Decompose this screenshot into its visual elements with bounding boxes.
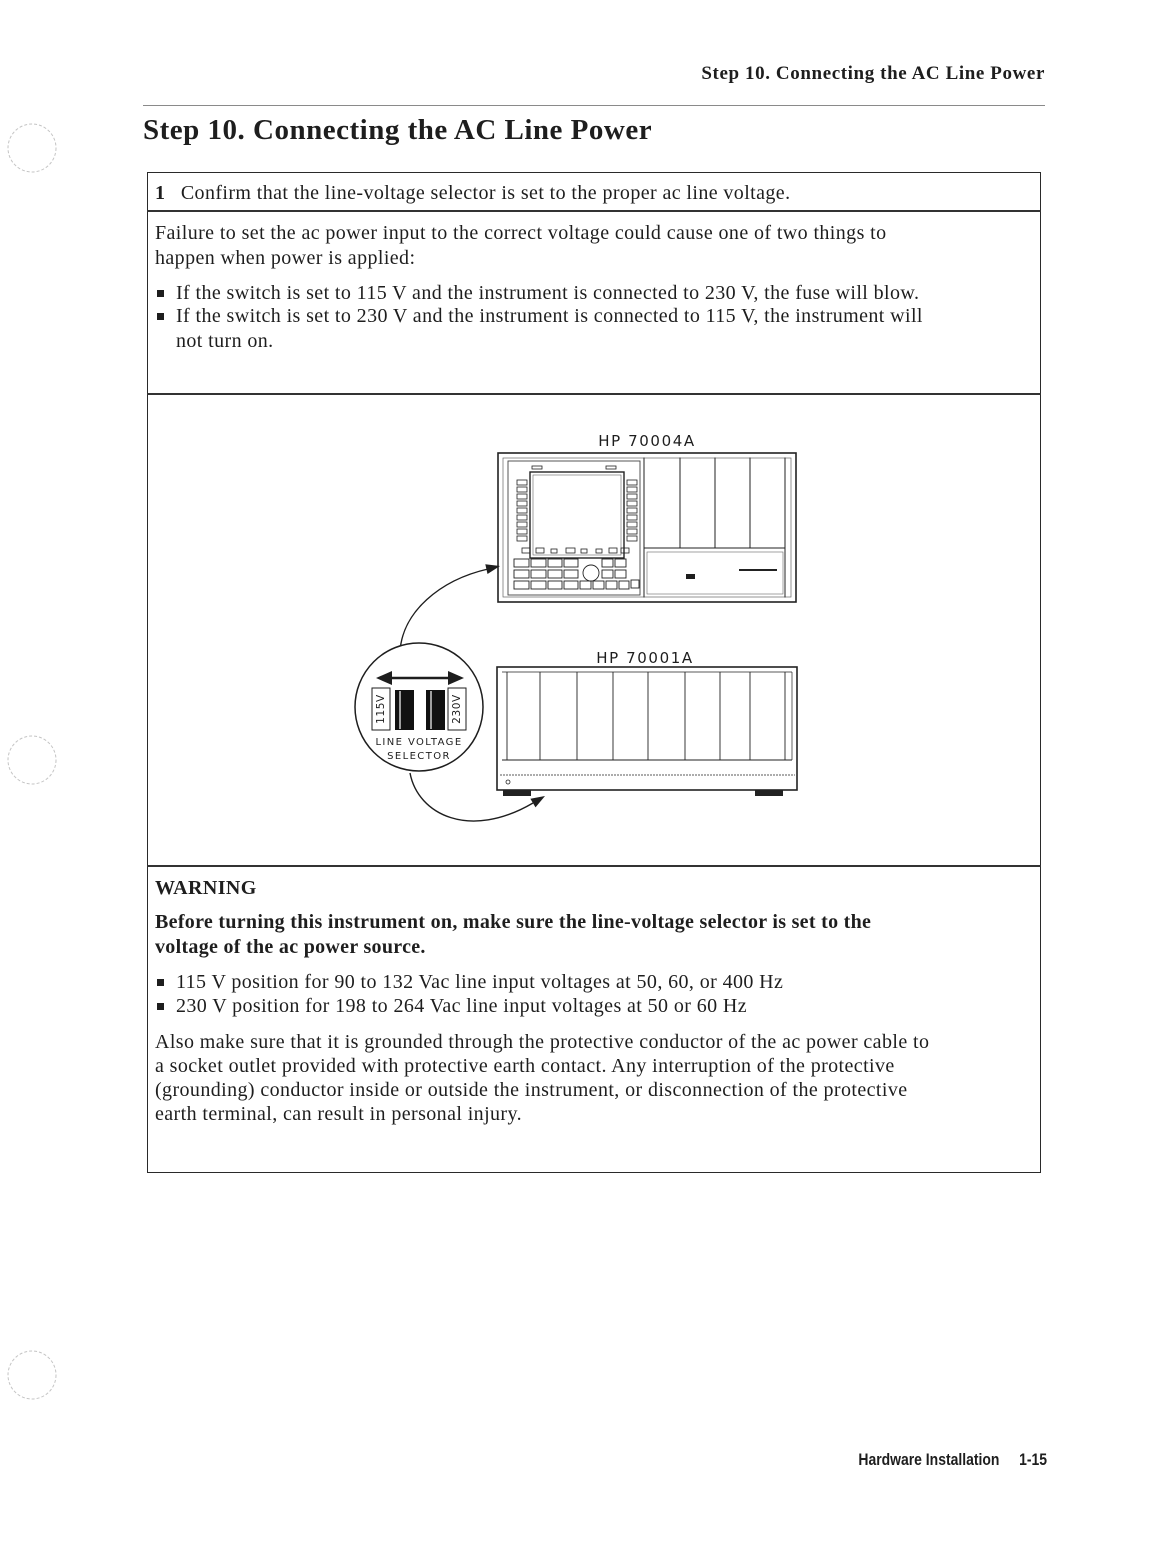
key bbox=[548, 570, 562, 578]
softkey bbox=[627, 480, 637, 485]
selector-switch-block bbox=[426, 690, 445, 730]
mainframe-foot bbox=[503, 790, 531, 796]
key bbox=[531, 570, 546, 578]
step-divider bbox=[147, 210, 1041, 212]
mainframe-outer-frame bbox=[497, 667, 797, 790]
softkey bbox=[627, 515, 637, 520]
step-text: Confirm that the line-voltage selector is set to the proper ac line voltage. bbox=[180, 182, 791, 204]
softkey bbox=[517, 515, 527, 520]
bullet-line: not turn on. bbox=[176, 330, 274, 352]
display-screen bbox=[530, 472, 624, 558]
intro-line: Failure to set the ac power input to the correct voltage could cause one of two things to bbox=[155, 222, 887, 244]
warning-paragraph-line: Also make sure that it is grounded through the protective conductor of the ac power cable to bbox=[155, 1031, 930, 1053]
selector-caption-line: LINE VOLTAGE bbox=[375, 737, 463, 748]
softkey bbox=[517, 487, 527, 492]
warning-label: WARNING bbox=[155, 877, 257, 899]
bottom-unit-label: HP 70001A bbox=[596, 649, 694, 667]
warning-emphasis bbox=[155, 910, 871, 960]
punch-holes bbox=[0, 0, 70, 1544]
warning-bullet-2: 230 V position for 198 to 264 Vac line input voltages at 50 or 60 Hz bbox=[176, 995, 748, 1017]
punch-hole bbox=[8, 736, 56, 784]
figure-top-divider bbox=[147, 393, 1041, 395]
intro-bullet-2 bbox=[176, 304, 923, 354]
small-key bbox=[609, 548, 617, 553]
pointer-arrow-to-mainframe bbox=[410, 773, 533, 821]
hp-70004a-display-unit bbox=[498, 453, 796, 602]
selector-switch-block bbox=[395, 690, 414, 730]
softkey bbox=[627, 536, 637, 541]
footer-section-title: Hardware Installation bbox=[858, 1450, 1000, 1469]
bullet-marker bbox=[157, 313, 164, 320]
intro-line: happen when power is applied: bbox=[155, 247, 416, 269]
step-row bbox=[155, 181, 790, 206]
small-key bbox=[581, 549, 587, 553]
key bbox=[548, 559, 562, 567]
page-number: 1-15 bbox=[1019, 1450, 1047, 1469]
key bbox=[564, 559, 578, 567]
warning-paragraph-line: a socket outlet provided with protective earth contact. Any interruption of the protective bbox=[155, 1055, 895, 1077]
punch-hole bbox=[8, 124, 56, 172]
bullet-line: If the switch is set to 230 V and the instrument is connected to 115 V, the instrument will bbox=[176, 305, 923, 327]
left-softkeys bbox=[517, 480, 527, 541]
softkey bbox=[627, 501, 637, 506]
key bbox=[615, 559, 626, 567]
top-unit-label: HP 70004A bbox=[598, 432, 696, 450]
softkey bbox=[517, 508, 527, 513]
key bbox=[564, 570, 578, 578]
warning-paragraph-line: earth terminal, can result in personal injury. bbox=[155, 1103, 522, 1125]
front-panel-frame bbox=[508, 461, 640, 595]
warning-paragraph bbox=[155, 1030, 929, 1126]
key bbox=[514, 581, 529, 589]
line-voltage-selector-detail bbox=[355, 643, 483, 771]
softkey bbox=[627, 522, 637, 527]
running-header: Step 10. Connecting the AC Line Power bbox=[701, 63, 1045, 84]
mainframe-foot bbox=[755, 790, 783, 796]
screen-tab bbox=[532, 466, 542, 469]
key bbox=[531, 559, 546, 567]
key bbox=[593, 581, 604, 589]
softkey bbox=[517, 501, 527, 506]
small-key bbox=[536, 548, 544, 553]
key bbox=[564, 581, 578, 589]
small-key bbox=[522, 548, 530, 553]
switch-right-label: 230V bbox=[451, 694, 463, 724]
intro-bullet-1 bbox=[176, 281, 919, 306]
bullet-marker bbox=[157, 290, 164, 297]
softkey bbox=[517, 480, 527, 485]
step-number: 1 bbox=[155, 182, 166, 204]
key bbox=[548, 581, 562, 589]
rotary-knob bbox=[583, 565, 599, 581]
page-title: Step 10. Connecting the AC Line Power bbox=[143, 114, 653, 146]
key bbox=[514, 559, 529, 567]
softkey bbox=[517, 529, 527, 534]
softkey bbox=[627, 529, 637, 534]
hp-70001a-mainframe bbox=[497, 667, 797, 796]
intro-paragraph bbox=[155, 221, 887, 271]
header-rule bbox=[143, 105, 1045, 106]
warning-paragraph-line: (grounding) conductor inside or outside the instrument, or disconnection of the protective bbox=[155, 1079, 908, 1101]
softkey bbox=[517, 536, 527, 541]
softkey bbox=[517, 522, 527, 527]
display-screen-inner bbox=[533, 475, 621, 555]
page-footer bbox=[858, 1449, 1047, 1471]
switch-left-label: 115V bbox=[375, 694, 387, 724]
mainframe-indicator bbox=[506, 780, 510, 784]
screen-tab bbox=[606, 466, 616, 469]
module-connector bbox=[686, 574, 695, 579]
key bbox=[606, 581, 617, 589]
small-key bbox=[596, 549, 602, 553]
bullet-marker bbox=[157, 1003, 164, 1010]
key bbox=[514, 570, 529, 578]
softkey bbox=[627, 508, 637, 513]
pointer-arrow-to-display-unit bbox=[400, 569, 488, 652]
small-key bbox=[621, 548, 629, 553]
warning-bullet-1: 115 V position for 90 to 132 Vac line input voltages at 50, 60, or 400 Hz bbox=[176, 971, 784, 993]
keypad bbox=[514, 559, 629, 589]
warning-emphasis-line: Before turning this instrument on, make sure the line-voltage selector is set to the bbox=[155, 911, 872, 933]
bullet-marker bbox=[157, 979, 164, 986]
small-key bbox=[566, 548, 575, 553]
module-slots bbox=[644, 458, 785, 597]
softkey bbox=[627, 487, 637, 492]
power-switch bbox=[631, 580, 639, 588]
bullet-line: If the switch is set to 115 V and the instrument is connected to 230 V, the fuse will blow. bbox=[176, 282, 920, 304]
lower-module-bay bbox=[647, 552, 783, 594]
line-voltage-selector-figure bbox=[340, 420, 820, 840]
figure-bottom-divider bbox=[147, 865, 1041, 867]
under-screen-keys bbox=[522, 548, 629, 553]
softkey bbox=[517, 494, 527, 499]
softkey bbox=[627, 494, 637, 499]
arrowhead-icon bbox=[530, 796, 545, 807]
selector-caption-line: SELECTOR bbox=[387, 751, 451, 762]
warning-emphasis-line: voltage of the ac power source. bbox=[155, 936, 426, 958]
key bbox=[615, 570, 626, 578]
key bbox=[580, 581, 591, 589]
key bbox=[602, 559, 613, 567]
small-key bbox=[551, 549, 557, 553]
punch-hole bbox=[8, 1351, 56, 1399]
key bbox=[602, 570, 613, 578]
key bbox=[619, 581, 629, 589]
key bbox=[531, 581, 546, 589]
right-softkeys bbox=[627, 480, 637, 541]
